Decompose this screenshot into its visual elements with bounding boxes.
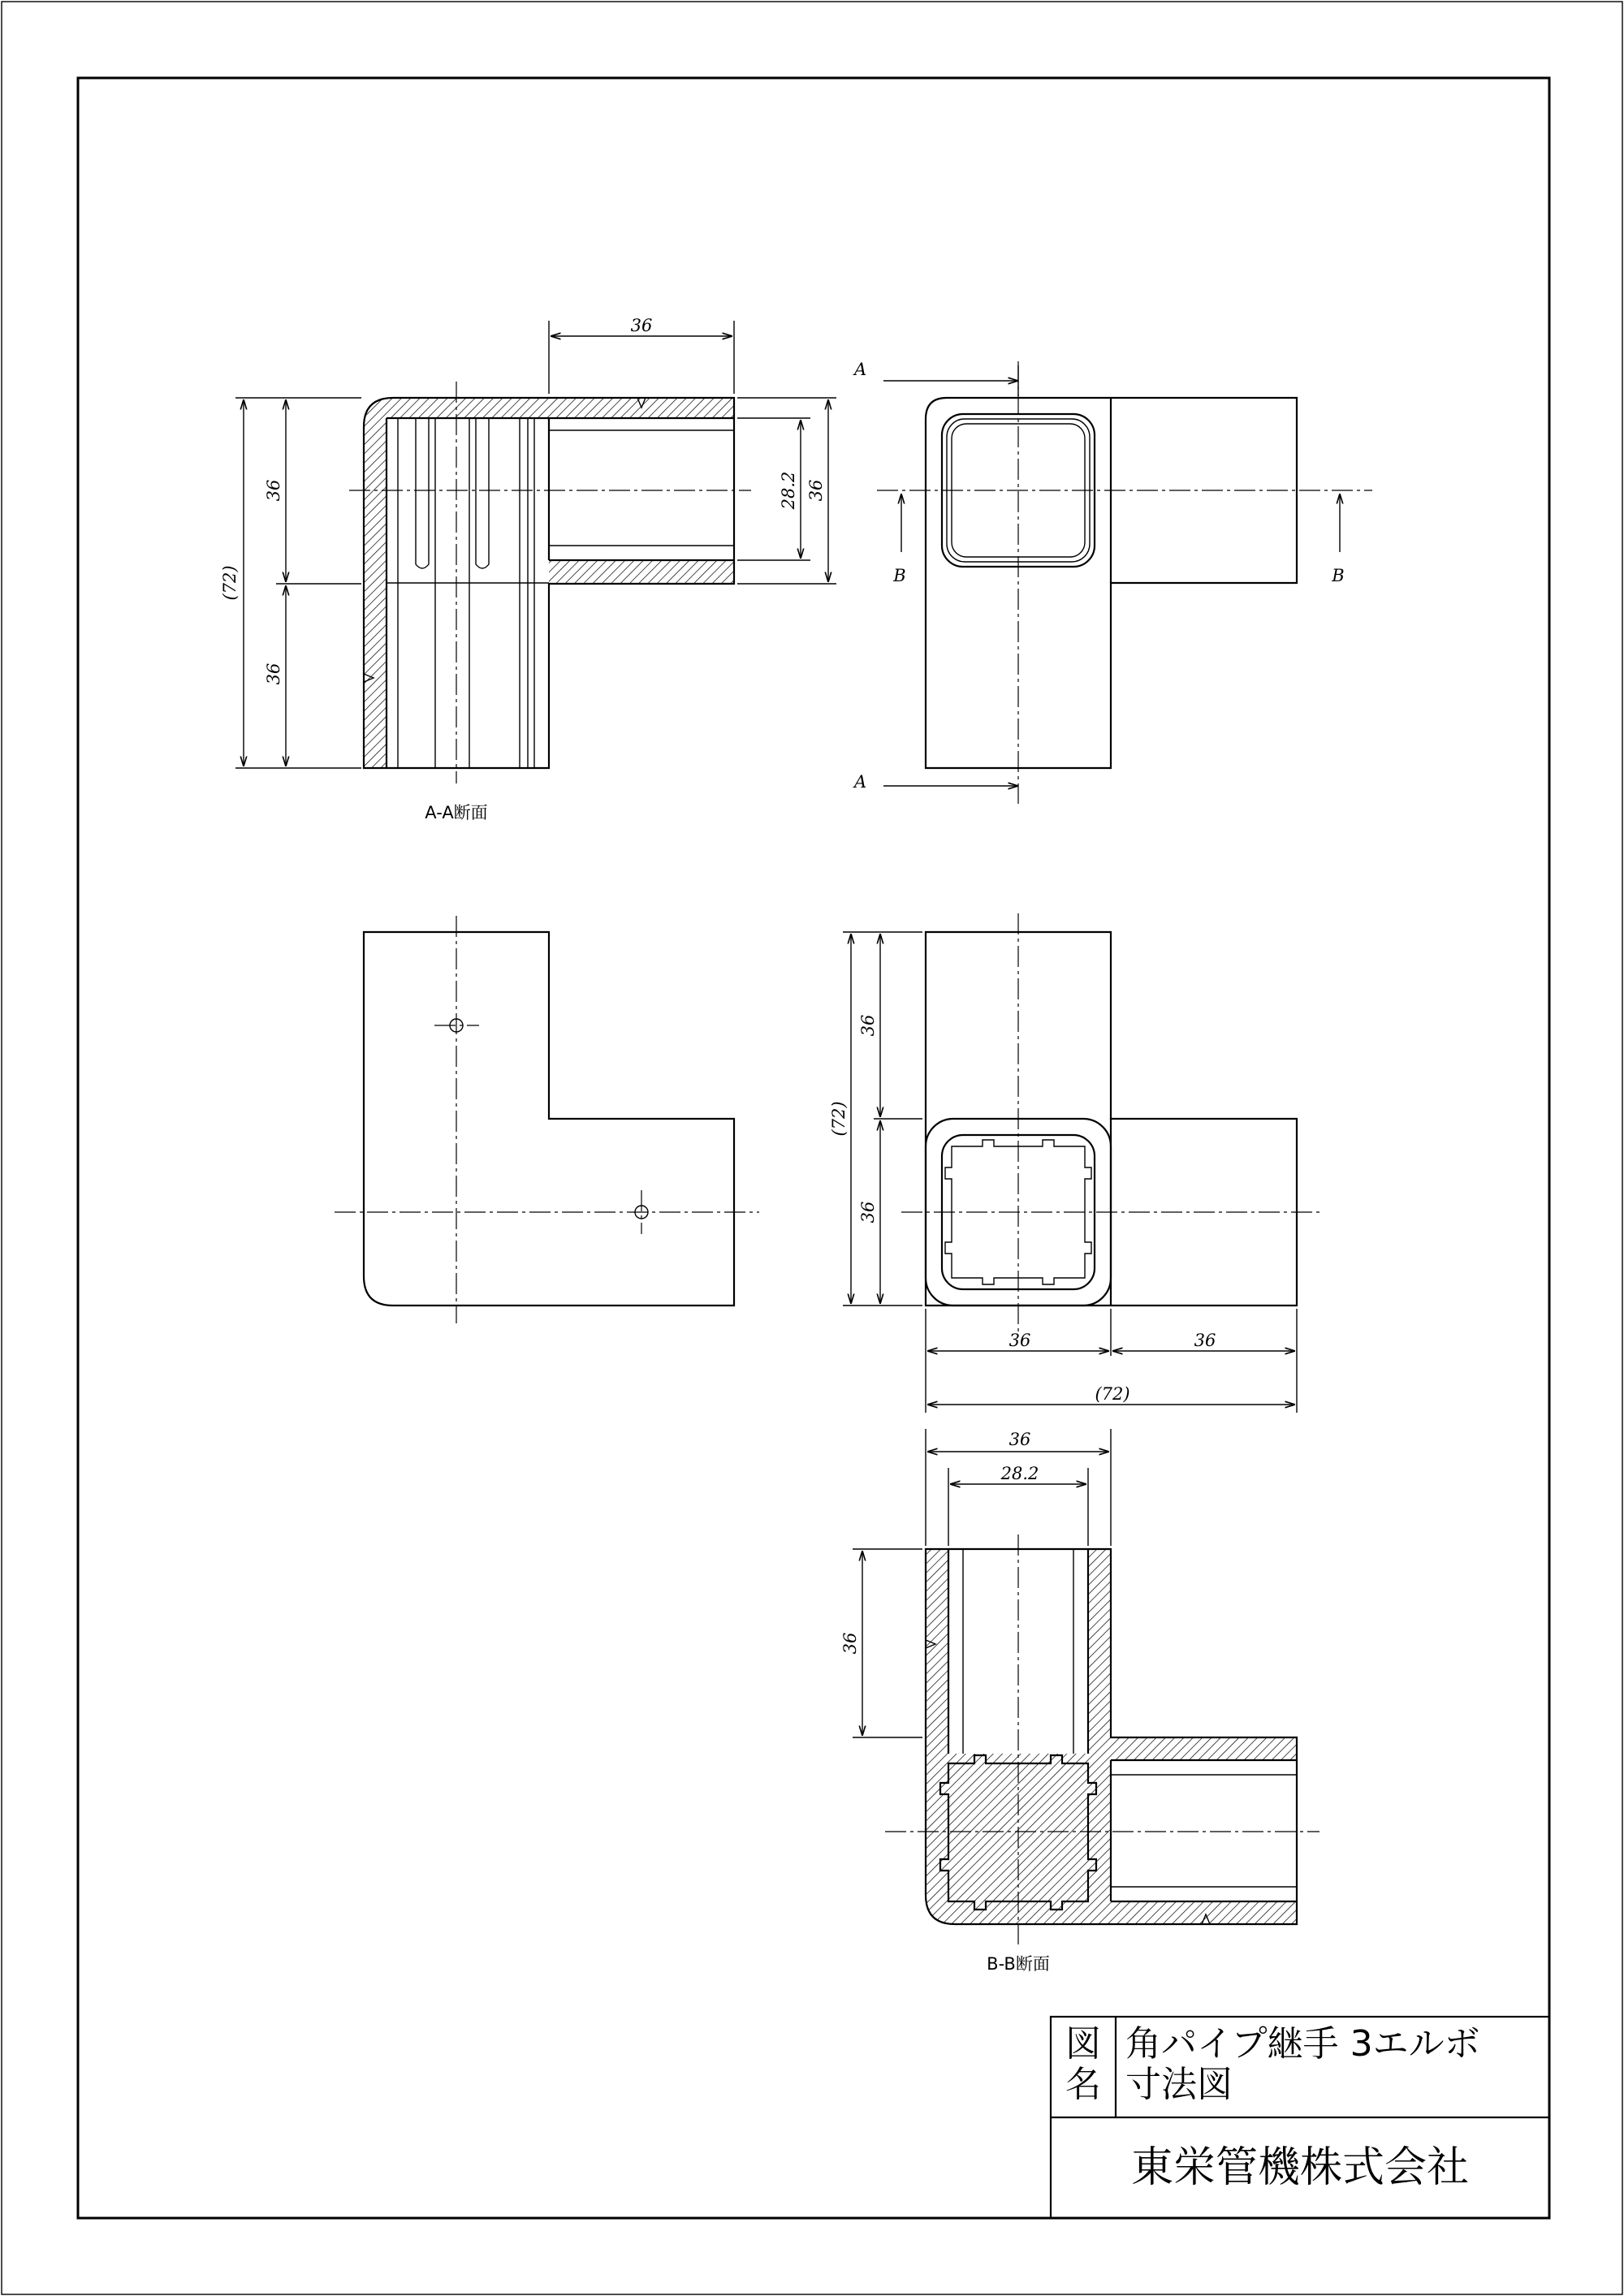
marker-a-top: A: [854, 360, 867, 379]
dim-aa-top: 36: [630, 316, 653, 335]
dim-aa-bore: 28.2: [779, 471, 798, 510]
dim-bb-outer: 36: [1009, 1430, 1031, 1449]
drawing-name-line1: 角パイプ継手 3エルボ: [1125, 2023, 1480, 2065]
title-label-line2: 名: [1065, 2064, 1101, 2105]
dim-front-left: 36: [1009, 1331, 1031, 1350]
dim-aa-lower: 36: [264, 662, 283, 685]
dim-front-total-v: (72): [829, 1101, 849, 1137]
section-aa-caption: A-A断面: [425, 803, 488, 822]
dim-aa-upper: 36: [264, 479, 283, 502]
front-view: [829, 913, 1320, 1413]
dim-aa-total: (72): [220, 565, 240, 601]
dim-front-right: 36: [1194, 1331, 1216, 1350]
dim-bb-leg: 36: [840, 1632, 860, 1655]
drawing-name-line2: 寸法図: [1125, 2064, 1233, 2105]
section-aa-hatch-lower: [549, 560, 734, 584]
marker-b-right: B: [1332, 566, 1345, 585]
section-aa-hatch-inner: [387, 418, 549, 768]
top-view: [853, 360, 1372, 804]
marker-b-left: B: [893, 566, 906, 585]
dim-front-total-h: (72): [1095, 1384, 1130, 1404]
section-bb-view: [840, 1429, 1320, 1974]
marker-a-bottom: A: [854, 772, 867, 792]
dim-aa-outer: 36: [806, 479, 826, 502]
side-view: [335, 916, 759, 1323]
title-label-line1: 図: [1065, 2023, 1101, 2065]
company-name: 東栄管機株式会社: [1130, 2143, 1469, 2192]
section-aa-view: [220, 316, 836, 822]
section-bb-caption: B-B断面: [987, 1954, 1050, 1974]
dim-front-upper: 36: [858, 1014, 878, 1037]
outer-sheet-border: [2, 2, 1622, 2294]
dim-bb-bore: 28.2: [1000, 1464, 1039, 1483]
dim-front-lower: 36: [858, 1201, 878, 1224]
inner-frame: [78, 78, 1549, 2218]
